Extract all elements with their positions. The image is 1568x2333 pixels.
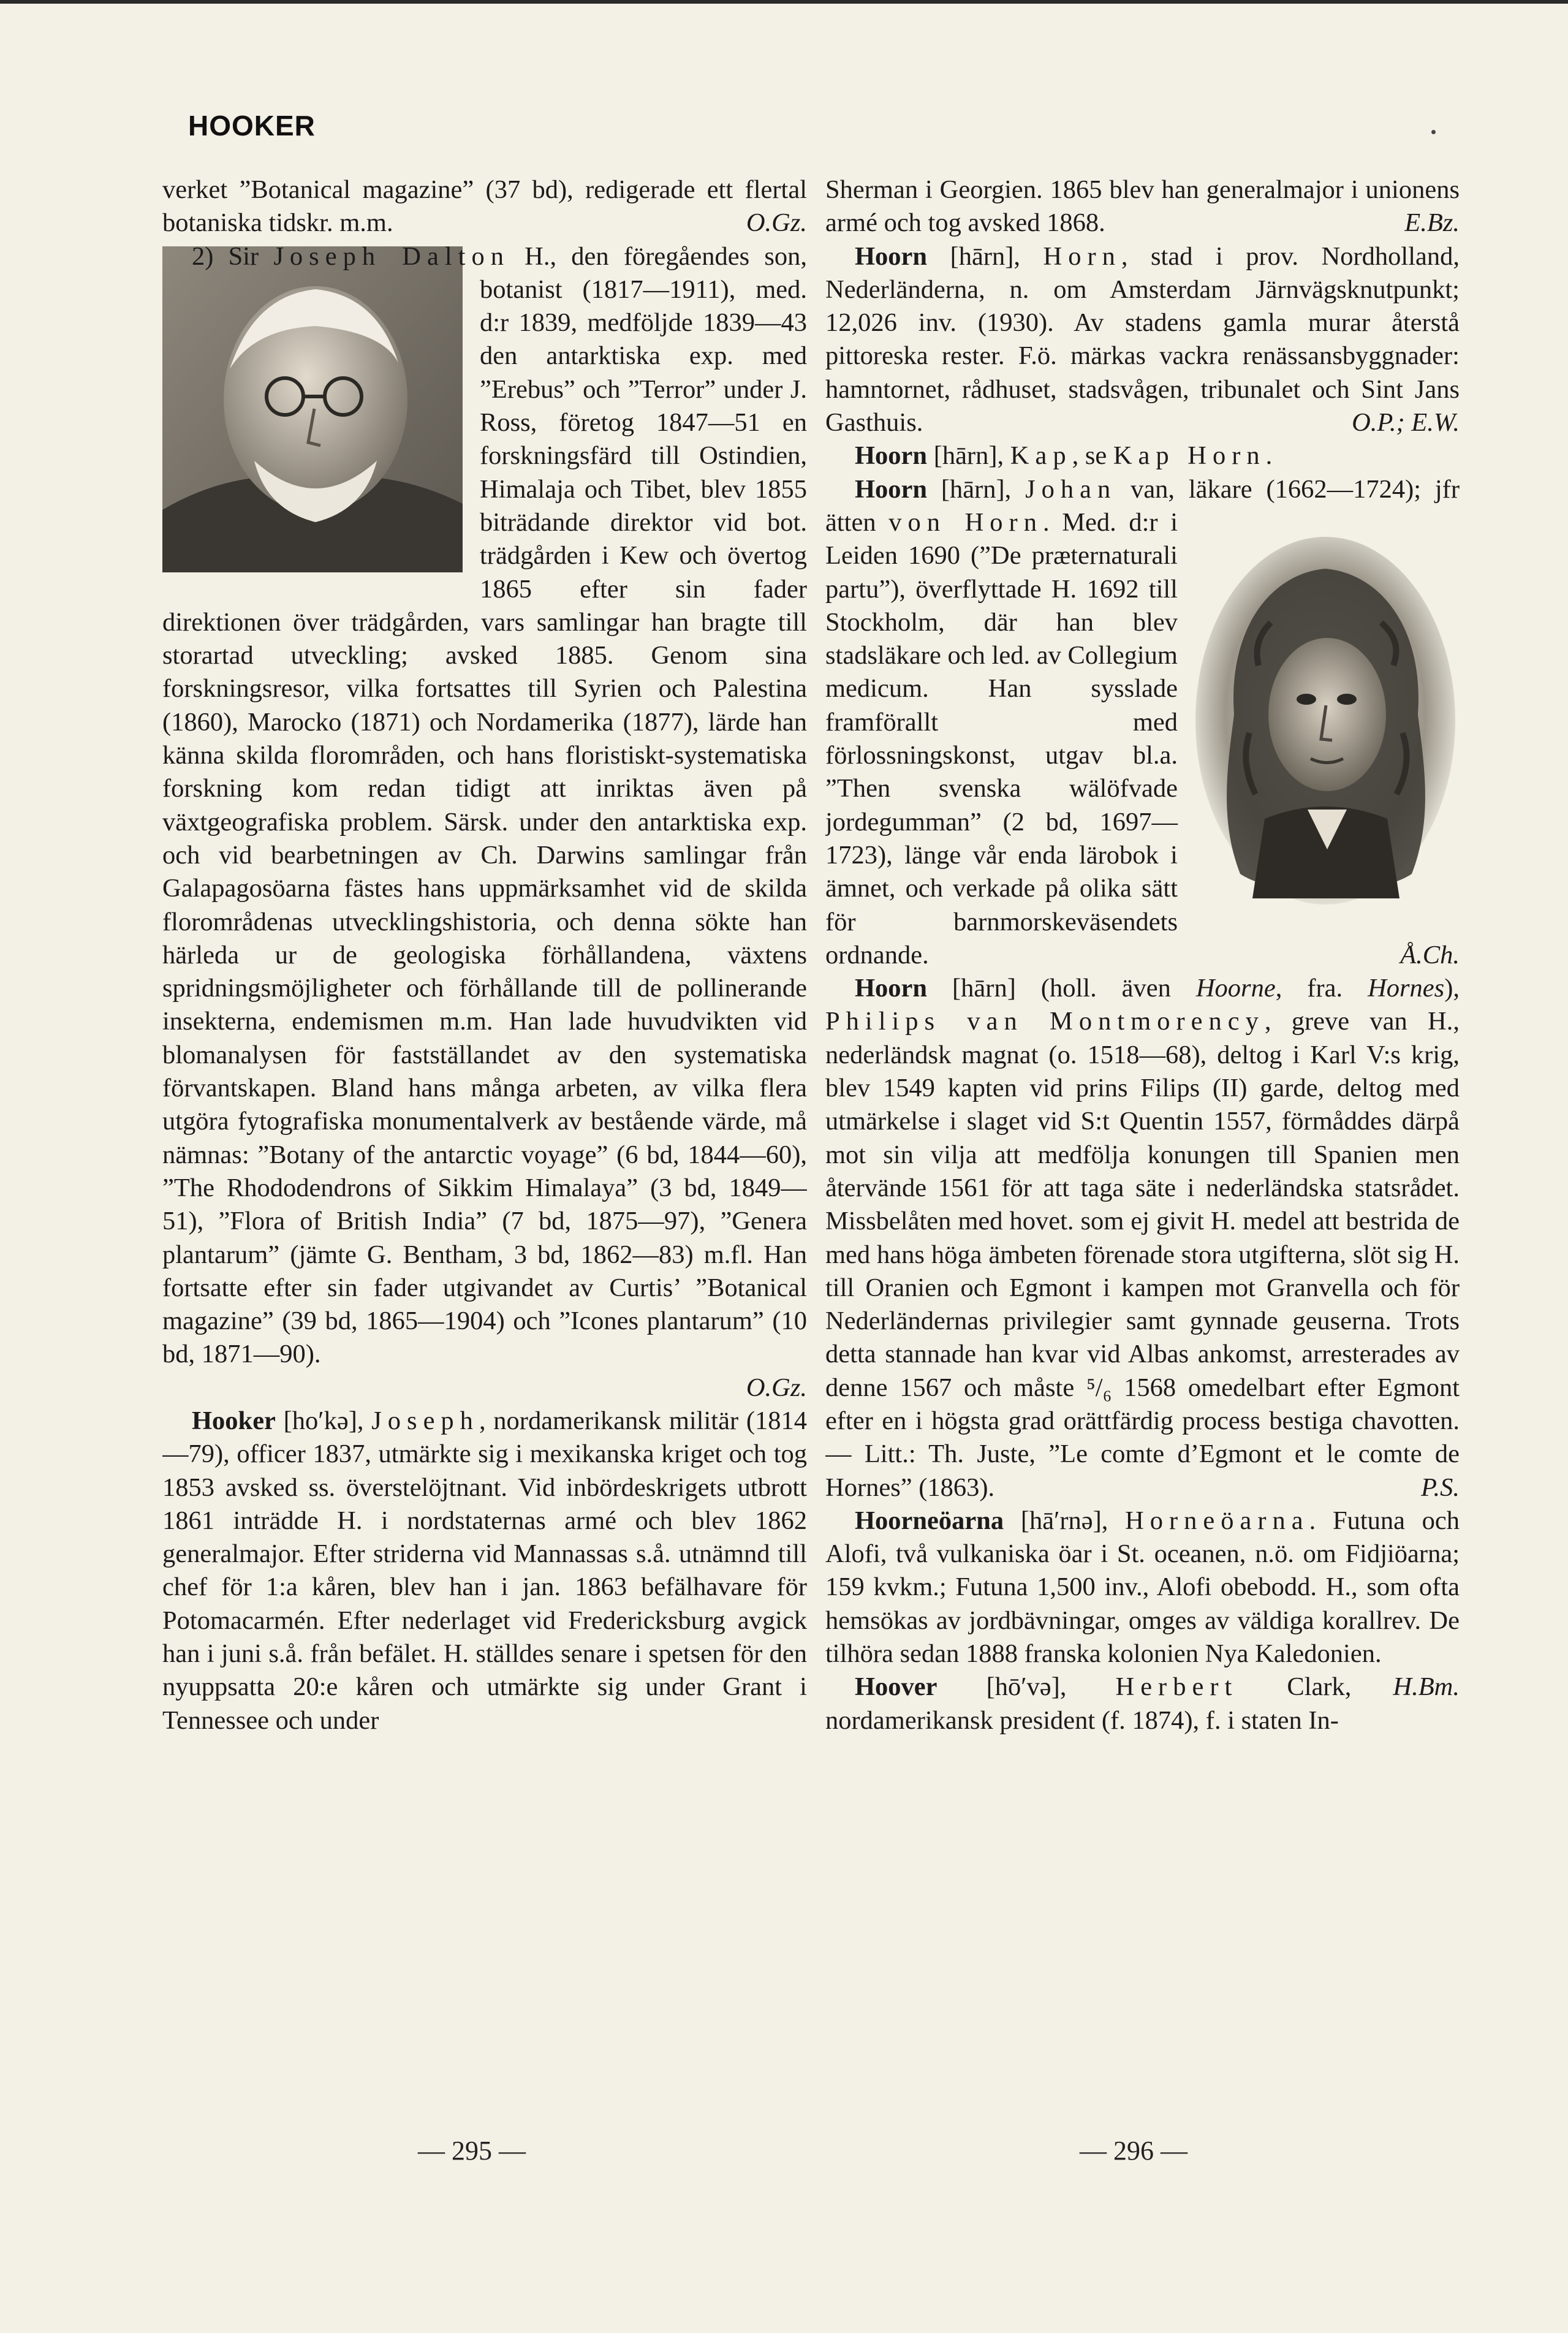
photo-portrait-icon — [162, 246, 463, 572]
author-signature: O.Gz. — [746, 1373, 807, 1402]
spaced-name: Joseph Dalton — [273, 241, 510, 271]
signature-line — [162, 1371, 807, 1405]
spaced-name: von Horn — [888, 507, 1043, 537]
headword: Hoorn — [855, 974, 928, 1003]
entry-text: . — [1265, 441, 1273, 471]
author-signature: E.Bz. — [1404, 208, 1460, 238]
pronunciation: [ho′kə], — [275, 1406, 372, 1435]
spaced-name: Horneöarna — [1125, 1506, 1309, 1535]
spaced-name: Herbert — [1115, 1672, 1238, 1702]
pronunciation: [hārn], — [927, 474, 1026, 504]
entry-text: , fra. — [1275, 974, 1368, 1003]
entry-hooker-continued — [162, 173, 807, 240]
entry-text: verket ”Botanical magazine” (37 bd), redigerade ett flertal botaniska tidskr. m.m. — [162, 175, 807, 238]
pronunciation: [hā′rnə], — [1004, 1506, 1126, 1535]
author-signature: H.Bm. — [1393, 1672, 1460, 1702]
spaced-name: Kap Horn — [1113, 441, 1266, 471]
right-column — [825, 173, 1460, 2122]
page-number-right: — 296 — — [1080, 2136, 1187, 2166]
spaced-name: Horn — [1043, 241, 1121, 271]
entry-hoorn-kap — [825, 439, 1460, 472]
spaced-name: Johan — [1025, 474, 1117, 504]
author-signature: O.P.; E.W. — [1352, 408, 1460, 438]
pronunciation: [hārn] (holl. även — [927, 974, 1196, 1003]
author-signature: P.S. — [1421, 1473, 1460, 1502]
entry-hoorn-johan — [825, 473, 1460, 972]
spaced-name: Kap — [1010, 441, 1072, 471]
headword: Hoorn — [855, 241, 928, 271]
pronunciation: [hārn], — [927, 241, 1043, 271]
entry-text: ), — [1444, 974, 1460, 1003]
headword: Hoover — [855, 1672, 937, 1702]
headword: Hooker — [192, 1406, 276, 1435]
page-number-left: — 295 — — [418, 2136, 526, 2166]
headword: Hoorneöarna — [855, 1506, 1004, 1535]
entry-hooker-continued-2 — [825, 173, 1460, 240]
entry-text: , se — [1072, 441, 1113, 471]
alt-name: Hoorne — [1195, 974, 1276, 1003]
pronunciation: [hō′və], — [937, 1672, 1116, 1702]
headword: Hoorn — [855, 474, 928, 504]
entry-text: , stad i prov. Nordholland, Nederländerna, n. om Amsterdam Järnvägsknutpunkt; 12,026 inv. (1930). Av stadens gamla murar återstå pittoreska rester. F.ö. märkas vackra renässansbyggnader: hamntornet, rådhuset, stadsvågen, tribunalet och Sint Jans Gasthuis. — [825, 241, 1460, 438]
entry-text: Clark, nordamerikansk president (f. 1874), f. i staten In- — [825, 1672, 1352, 1735]
running-head: HOOKER — [188, 110, 316, 142]
entry-number: 2) Sir — [192, 241, 274, 271]
spaced-name: Joseph — [371, 1406, 479, 1435]
entry-hoorn-philips — [825, 972, 1460, 1504]
entry-joseph-dalton-hooker — [162, 240, 807, 1371]
top-rule — [0, 0, 1568, 4]
engraved-portrait-icon — [1191, 531, 1460, 911]
spaced-name: Philips van Montmorency — [825, 1007, 1265, 1036]
entry-text: . Futuna och Alofi, två vulkaniska öar i St. oceanen, n.ö. om Fidjiöarna; 159 kvkm.; Futuna 1,500 inv., Alofi obebodd. H., som ofta hemsökas av jordbävningar, omges av väldiga korallrev. De tilhöra sedan 1888 franska kolonien Nya Kaledonien. — [825, 1506, 1460, 1669]
entry-text: van, läkare (1662—1724); jfr ätten — [825, 474, 1460, 537]
entry-text-start: H., den föregåendes son, botanist (1817—1911), med. d:r 1839, medföljde 1839—43 den antarktiska exp. med ”Erebus” och ”Terror” under J. Ross, företog 1847—51 en forskningsfärd till Ostindien, Himalaja och Tibet, blev 1855 biträdande direktor vid bot. trädgården i Kew och övertog 1865 efter sin fader direktionen över trädgården, vars samlingar han bragte till storartad utveckling; avsked 1885. Genom sina forskningsresor, vilka fortsattes till Syrien och Palestina (1860), Marocko (1871) och Nordamerika (1877), lärde han känna skilda florområden, och hans floristiskt-systematiska forskning kom redan tidigt att inriktas även på växtgeografiska problem. Särsk. under den antarktiska exp. och vid bearbetningen av Ch. Darwins samlingar från Galapagosöarna fästes hans uppmärksamhet vid de skilda florområdenas utvecklingshistoria, och denna sökte han härleda ur de geologiska förhållandena, växtens spridningsmöjligheter och förhållande till de pollinerande insekterna, endemismen m.m. Han lade huvudvikten vid blomanalysen för fastställandet av den systematiska förvantskapen. Bland hans många arbeten, av vilka flera utgöra fytografiska monumentalverk av bestående värde, må nämnas: ”Botany of the antarctic voyage” (6 bd, 1844—60), ”The Rhododendrons of Sikkim Himalaya” (3 bd, 1849—51), ”Flora of British India” (7 bd, 1875—97), ”Genera plantarum” (jämte G. Bentham, 3 bd, 1862—83) m.fl. Han fortsatte efter sin fader utgivandet av Curtis’ ”Botanical magazine” (39 bd, 1865—1904) och ”Icones plantarum” (10 bd, 1871—90). — [162, 241, 807, 1369]
print-speck — [1431, 130, 1436, 134]
headword: Hoorn — [855, 441, 928, 471]
entry-text: , greve van H., nederländsk magnat (o. 1518—68), deltog i Karl V:s krig, blev 1549 kapten vid prins Filips (II) garde, deltog med utmärkelse i slaget vid S:t Quentin 1557, förmåddes därpå mot sin vilja att medfölja konungen till Spanien men återvände 1561 för att taga säte i nederländska statsrådet. Missbelåten med hovet. som ej givit H. medel att bestrida de med hans höga ämbeten förenade stora utgifterna, slöt sig H. till Oranien och Egmont i kampen mot Granvella och för Nederländernas privilegier samt gynnade geuserna. Trots detta stannade han kvar vid Albas ankomst, arresterades av denne 1567 och måste ⁵/₆ 1568 omedelbart efter Egmont efter en i högsta grad orättfärdig process bestiga chavotten. — Litt.: Th. Juste, ”Le comte d’Egmont et le comte de Hornes” (1863). — [825, 1007, 1460, 1502]
author-signature: Å.Ch. — [1400, 940, 1460, 969]
portrait-joseph-dalton-hooker — [162, 246, 463, 572]
entry-text: . Med. d:r i Leiden 1690 (”De præternaturali partu”), överflyttade H. 1692 till Stockholm, där han blev stadsläkare och led. av Collegium medicum. Han sysslade framförallt med förlossningskonst, utgav bl.a. ”Then svenska wälöfvade jordegumman” (2 bd, 1697—1723), länge vår enda lärobok i ämnet, och verkade på olika sätt för barnmorskeväsendets ordnande. — [825, 507, 1178, 969]
entry-hoorn-city — [825, 240, 1460, 440]
author-signature: O.Gz. — [746, 208, 807, 238]
entry-text: , nordamerikansk militär (1814—79), officer 1837, utmärkte sig i mexikanska kriget och tog 1853 avsked ss. överstelöjtnant. Vid inbördeskrigets utbrott 1861 inträdde H. i nordstaternas armé och blev 1862 generalmajor. Efter striderna vid Mannassas s.å. utnämnd till chef för 1:a kåren, blev han i jan. 1863 befälhavare för Potomacarmén. Efter nederlaget vid Fredericksburg avgick han i juni s.å. från befälet. H. ställdes senare i spetsen för den nyuppsatta 20:e kåren och utmärkte sig under Grant i Tennessee och under — [162, 1406, 807, 1735]
pronunciation: [hārn], — [927, 441, 1010, 471]
alt-name: Hornes — [1368, 974, 1445, 1003]
portrait-johan-van-hoorn — [1191, 531, 1460, 911]
entry-text: Sherman i Georgien. 1865 blev han generalmajor i unionens armé och tog avsked 1868. — [825, 175, 1460, 238]
entry-hooker-joseph — [162, 1405, 807, 1737]
left-column — [162, 173, 807, 2122]
